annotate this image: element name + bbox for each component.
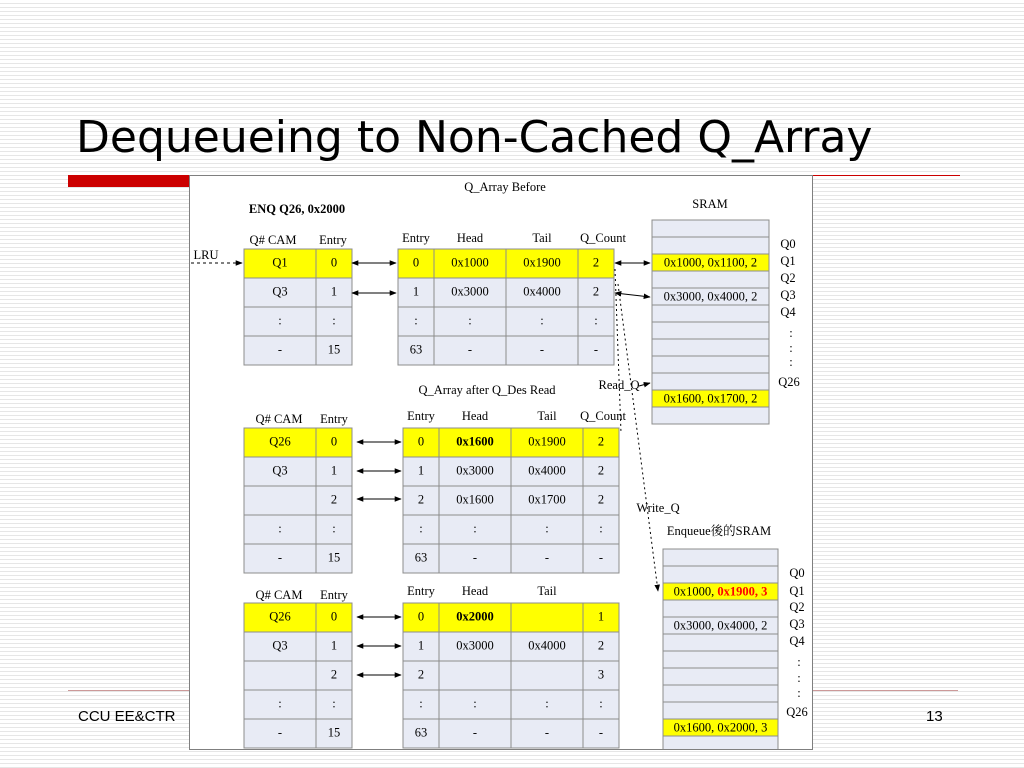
qcam-header-2: Q# CAM	[255, 411, 303, 426]
array-final-cell-text: 3	[597, 667, 605, 682]
sram-after-qlabel: Q2	[789, 599, 805, 614]
sram-before-qlabel: Q1	[780, 253, 796, 268]
array-after-cell-text: 2	[417, 492, 425, 507]
sram-after-dots: :	[797, 654, 801, 669]
sram-before-cell	[652, 271, 769, 288]
cam-before-cell-text: Q3	[272, 284, 288, 299]
cam-after-cell-text: :	[278, 521, 282, 536]
sram-after-cell	[663, 651, 778, 668]
sram-after-cell	[663, 702, 778, 719]
slide-title: Dequeueing to Non-Cached Q_Array	[76, 112, 873, 163]
array-after-cell-text: 1	[417, 463, 425, 478]
array-before-cell-text: 0x1000	[451, 255, 489, 270]
sram-before-dots: :	[789, 325, 793, 340]
cam-after-cell-text: Q26	[269, 434, 291, 449]
array-before-cell-text: 0x4000	[523, 284, 561, 299]
cam-after-cell-text: :	[332, 521, 336, 536]
array-before-cell-text: 1	[412, 284, 420, 299]
cam-before-cell-text: 1	[330, 284, 338, 299]
array-after-cell-text: 0x1600	[456, 434, 494, 449]
array-final-cell	[511, 661, 583, 690]
array-after-cell-text: 0x4000	[528, 463, 566, 478]
cam-after-cell-text: Q3	[272, 463, 288, 478]
cam-after-cell	[244, 486, 316, 515]
cam-after-cell-text: 15	[327, 550, 341, 565]
sram-after-cell	[663, 736, 778, 750]
cam-before-cell-text: Q1	[272, 255, 288, 270]
array-final-cell-text: 0x2000	[456, 609, 494, 624]
cam-final-cell-text: 2	[330, 667, 338, 682]
array-final-cell-text: :	[545, 696, 549, 711]
cam-final-cell-text: 15	[327, 725, 341, 740]
sram-after-cell	[663, 685, 778, 702]
qcount-header-2: Q_Count	[580, 408, 626, 423]
page-number: 13	[926, 708, 943, 725]
write-q-label: Write_Q	[636, 500, 680, 515]
cam-after-cell-text: 1	[330, 463, 338, 478]
read-q-label: Read_Q	[598, 377, 640, 392]
cam-final-cell	[244, 661, 316, 690]
tail-header: Tail	[532, 230, 552, 245]
head-header-3: Head	[461, 583, 489, 598]
array-final-cell-text: 2	[417, 667, 425, 682]
sram-after-cell-text: 0x3000, 0x4000, 2	[673, 618, 768, 633]
sram-before-qlabel: Q0	[780, 236, 796, 251]
sram-after-cell-text: 0x1600, 0x2000, 3	[673, 720, 768, 735]
sram-after-qlabel: Q1	[789, 583, 805, 598]
cam-after-cell-text: 0	[330, 434, 338, 449]
read-q-arrow	[639, 383, 650, 386]
array-final-cell	[439, 661, 511, 690]
cam-final-cell-text: 1	[330, 638, 338, 653]
array-before-cell-text: :	[468, 313, 472, 328]
sram-before-cell-text: 0x1600, 0x1700, 2	[663, 391, 758, 406]
array-after-cell-text: 0x1600	[456, 492, 494, 507]
array-after-cell-text: -	[598, 550, 604, 565]
array-after-cell-text: :	[545, 521, 549, 536]
array-after-cell-text: :	[419, 521, 423, 536]
cam-final-cell-text: Q26	[269, 609, 291, 624]
array-final-cell-text: -	[544, 725, 550, 740]
sram-after-qlabel: Q4	[789, 633, 805, 648]
sram-after-dots: :	[797, 670, 801, 685]
sram-before-cell	[652, 220, 769, 237]
sram-after-cell	[663, 549, 778, 566]
array-final-cell-text: 0x3000	[456, 638, 494, 653]
sram-after-q26-label: Q26	[786, 704, 808, 719]
sram-before-cell	[652, 237, 769, 254]
array-final-cell-text: 2	[597, 638, 605, 653]
array-before-cell-text: :	[540, 313, 544, 328]
array-after-cell-text: 0x3000	[456, 463, 494, 478]
sram-before-qlabel: Q2	[780, 270, 796, 285]
array-before-cell-text: 2	[592, 284, 600, 299]
array-before-cell-text: 0	[412, 255, 420, 270]
array-final-cell-text: :	[599, 696, 603, 711]
array-final-cell-text: :	[473, 696, 477, 711]
cam-before-cell-text: 0	[330, 255, 338, 270]
cam-final-cell-text: :	[278, 696, 282, 711]
array-final-cell-text: 1	[597, 609, 605, 624]
sram-before-cell-text: 0x1000, 0x1100, 2	[663, 255, 758, 270]
cam-before-cell-text: 15	[327, 342, 341, 357]
cam-final-cell-text: :	[332, 696, 336, 711]
sram-after-dots: :	[797, 685, 801, 700]
cam-final-cell-text: 0	[330, 609, 338, 624]
array-after-cell-text: 0x1900	[528, 434, 566, 449]
sram-after-qlabel: Q3	[789, 616, 805, 631]
array-final-cell-text: 63	[414, 725, 428, 740]
sram-before-dots: :	[789, 340, 793, 355]
cam-before-cell-text: -	[277, 342, 283, 357]
sram-title: SRAM	[692, 196, 728, 211]
sram-before-cell	[652, 322, 769, 339]
array-before-cell-text: -	[467, 342, 473, 357]
sram-before-cell-text: 0x3000, 0x4000, 2	[663, 289, 758, 304]
array-entry-header-3: Entry	[407, 583, 435, 598]
entry-header-2: Entry	[320, 411, 348, 426]
array-final-cell-text: 0	[417, 609, 425, 624]
array-after-cell-text: 63	[414, 550, 428, 565]
tail-header-3: Tail	[537, 583, 557, 598]
array-entry-header: Entry	[402, 230, 430, 245]
footer-text: CCU EE&CTR	[78, 708, 176, 725]
head-header: Head	[456, 230, 484, 245]
qcam-header: Q# CAM	[249, 232, 297, 247]
head-header-2: Head	[461, 408, 489, 423]
array-before-cell-text: 2	[592, 255, 600, 270]
sram-before-cell	[652, 356, 769, 373]
array-after-cell-text: 0	[417, 434, 425, 449]
sram-before-cell	[652, 407, 769, 424]
array-final-cell-text: 0x4000	[528, 638, 566, 653]
lru-label: LRU	[193, 247, 219, 262]
sram-after-cell	[663, 600, 778, 617]
sram-before-qlabel: Q4	[780, 304, 796, 319]
entry-header-3: Entry	[320, 587, 348, 602]
array-after-cell-text: :	[599, 521, 603, 536]
array-after-cell-text: -	[472, 550, 478, 565]
sram-after-cell	[663, 566, 778, 583]
array-after-cell-text: -	[544, 550, 550, 565]
sram-before-cell	[652, 305, 769, 322]
cam-before-cell-text: :	[332, 313, 336, 328]
array-final-cell-text: 1	[417, 638, 425, 653]
cam-before-cell-text: :	[278, 313, 282, 328]
sram-before-qlabel: Q3	[780, 287, 796, 302]
sram-after-cell	[663, 668, 778, 685]
q-array-before-title: Q_Array Before	[464, 179, 546, 194]
sram-after-qlabel: Q0	[789, 565, 805, 580]
array-after-cell-text: 2	[597, 463, 605, 478]
array-before-cell-text: :	[594, 313, 598, 328]
array-after-cell-text: :	[473, 521, 477, 536]
queue-diagram	[189, 175, 813, 750]
cam-after-cell-text: -	[277, 550, 283, 565]
sram-before-cell	[652, 373, 769, 390]
array-before-cell-text: 63	[409, 342, 423, 357]
cam-after-cell-text: 2	[330, 492, 338, 507]
array-before-cell-text: 0x3000	[451, 284, 489, 299]
array-after-cell-text: 2	[597, 434, 605, 449]
sram-after-q1-text: 0x1000, 0x1900, 3	[673, 584, 768, 599]
array-after-cell-text: 0x1700	[528, 492, 566, 507]
entry-header: Entry	[319, 232, 347, 247]
array-final-cell	[511, 603, 583, 632]
sram-before-dots: :	[789, 354, 793, 369]
enq-command: ENQ Q26, 0x2000	[248, 201, 346, 216]
sram-before-cell	[652, 339, 769, 356]
enqueue-sram-title: Enqueue後的SRAM	[666, 523, 772, 538]
array-final-cell-text: -	[598, 725, 604, 740]
cam-final-cell-text: Q3	[272, 638, 288, 653]
array-final-cell-text: :	[419, 696, 423, 711]
array-final-cell-text: -	[472, 725, 478, 740]
array-before-cell-text: :	[414, 313, 418, 328]
array-sram-arrow-1	[615, 293, 650, 297]
q-array-after-title: Q_Array after Q_Des Read	[418, 382, 556, 397]
cam-final-cell-text: -	[277, 725, 283, 740]
qcam-header-3: Q# CAM	[255, 587, 303, 602]
tail-header-2: Tail	[537, 408, 557, 423]
array-before-cell-text: -	[593, 342, 599, 357]
sram-after-cell	[663, 634, 778, 651]
sram-before-q26-label: Q26	[778, 374, 800, 389]
array-before-cell-text: -	[539, 342, 545, 357]
array-after-cell-text: 2	[597, 492, 605, 507]
qcount-header: Q_Count	[580, 230, 626, 245]
array-before-cell-text: 0x1900	[523, 255, 561, 270]
title-accent-bar	[68, 175, 190, 187]
array-entry-header-2: Entry	[407, 408, 435, 423]
